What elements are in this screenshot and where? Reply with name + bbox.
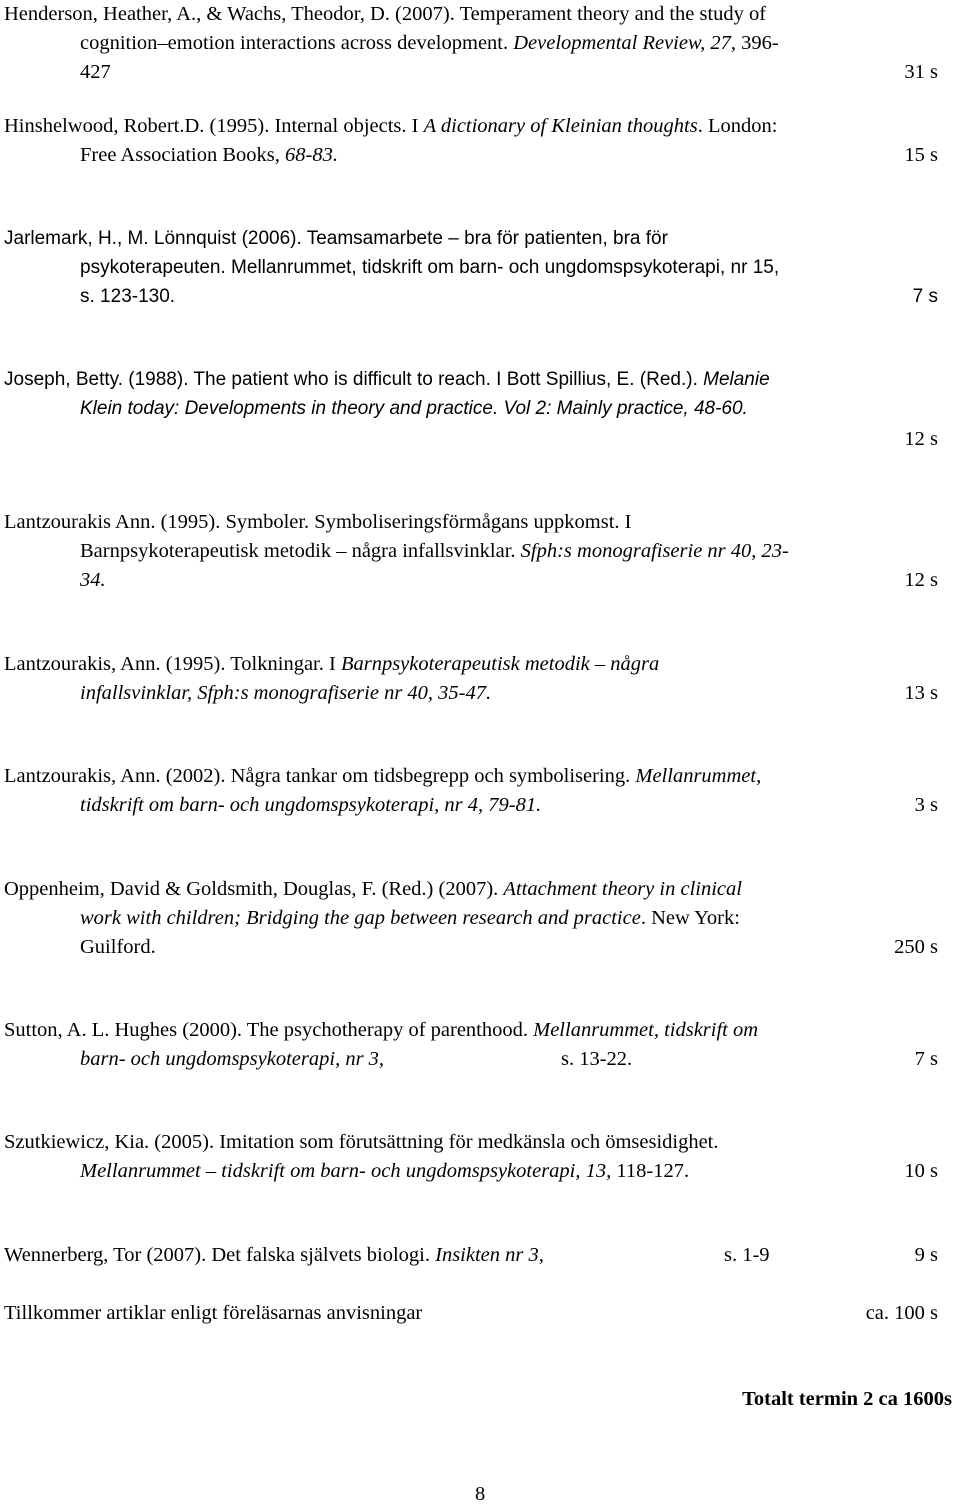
reference-line: Szutkiewicz, Kia. (2005). Imitation som förutsättning för medkänsla och ömsesidighet. — [4, 1131, 719, 1153]
reference-line: s. 123-130. — [80, 286, 176, 307]
reference-line: tidskrift om barn- och ungdomspsykoterapi, nr 4, 79-81. — [80, 794, 542, 816]
reference-line: work with children; Bridging the gap between research and practice. New York: — [80, 907, 740, 929]
reference-line: Mellanrummet – tidskrift om barn- och ungdomspsykoterapi, 13, 118-127. — [80, 1160, 690, 1182]
page-count: 3 s — [914, 794, 938, 816]
page-count: 12 s — [904, 569, 938, 591]
page-count: 31 s — [904, 61, 938, 83]
page-range: s. 1-9 — [724, 1244, 770, 1266]
page-count: 9 s — [914, 1244, 938, 1266]
reference-line: Free Association Books, 68-83. — [80, 144, 338, 166]
page-count: ca. 100 s — [865, 1302, 938, 1324]
page-count: 7 s — [914, 1048, 938, 1070]
reference-line: infallsvinklar, Sfph:s monografiserie nr 40, 35-47. — [80, 682, 492, 704]
reference-line: Sutton, A. L. Hughes (2000). The psychotherapy of parenthood. Mellanrummet, tidskrift om — [4, 1019, 759, 1041]
total-pages: Totalt termin 2 ca 1600s — [742, 1388, 952, 1410]
page-count: 12 s — [904, 428, 938, 450]
page-count: 7 s — [912, 286, 938, 307]
reference-line: Jarlemark, H., M. Lönnquist (2006). Teamsamarbete – bra för patienten, bra för — [4, 228, 668, 249]
page-count: 250 s — [894, 936, 938, 958]
reference-line: cognition–emotion interactions across development. Developmental Review, 27, 396- — [80, 32, 779, 54]
reference-line: 34. — [80, 569, 106, 591]
reference-line: Lantzourakis, Ann. (2002). Några tankar om tidsbegrepp och symbolisering. Mellanrummet, — [4, 765, 762, 787]
reference-line: Henderson, Heather, A., & Wachs, Theodor, D. (2007). Temperament theory and the study of — [4, 3, 767, 25]
page-count: 10 s — [904, 1160, 938, 1182]
reference-line: barn- och ungdomspsykoterapi, nr 3, — [80, 1048, 385, 1070]
page-count: 13 s — [904, 682, 938, 704]
reference-line: psykoterapeuten. Mellanrummet, tidskrift om barn- och ungdomspsykoterapi, nr 15, — [80, 257, 780, 278]
page-number: 8 — [475, 1483, 486, 1505]
reference-line: Guilford. — [80, 936, 156, 958]
reference-line: Tillkommer artiklar enligt föreläsarnas anvisningar — [4, 1302, 423, 1324]
reference-line: Lantzourakis, Ann. (1995). Tolkningar. I Barnpsykoterapeutisk metodik – några — [4, 653, 660, 675]
reference-line: Oppenheim, David & Goldsmith, Douglas, F. (Red.) (2007). Attachment theory in clinical — [4, 878, 742, 900]
page-count: 15 s — [904, 144, 938, 166]
reference-line: 427 — [80, 61, 111, 83]
reference-line: Barnpsykoterapeutisk metodik – några infallsvinklar. Sfph:s monografiserie nr 40, 23- — [80, 540, 789, 562]
reference-line: Lantzourakis Ann. (1995). Symboler. Symboliseringsförmågans uppkomst. I — [4, 511, 632, 533]
reference-line: Wennerberg, Tor (2007). Det falska självets biologi. Insikten nr 3, — [4, 1244, 544, 1266]
reference-line: Joseph, Betty. (1988). The patient who is difficult to reach. I Bott Spillius, E. (Red.). Melanie — [4, 369, 770, 390]
reference-line: Klein today: Developments in theory and practice. Vol 2: Mainly practice, 48-60. — [80, 398, 748, 419]
reference-line: Hinshelwood, Robert.D. (1995). Internal objects. I A dictionary of Kleinian thoughts. London: — [4, 115, 778, 137]
page-range: s. 13-22. — [561, 1048, 633, 1070]
